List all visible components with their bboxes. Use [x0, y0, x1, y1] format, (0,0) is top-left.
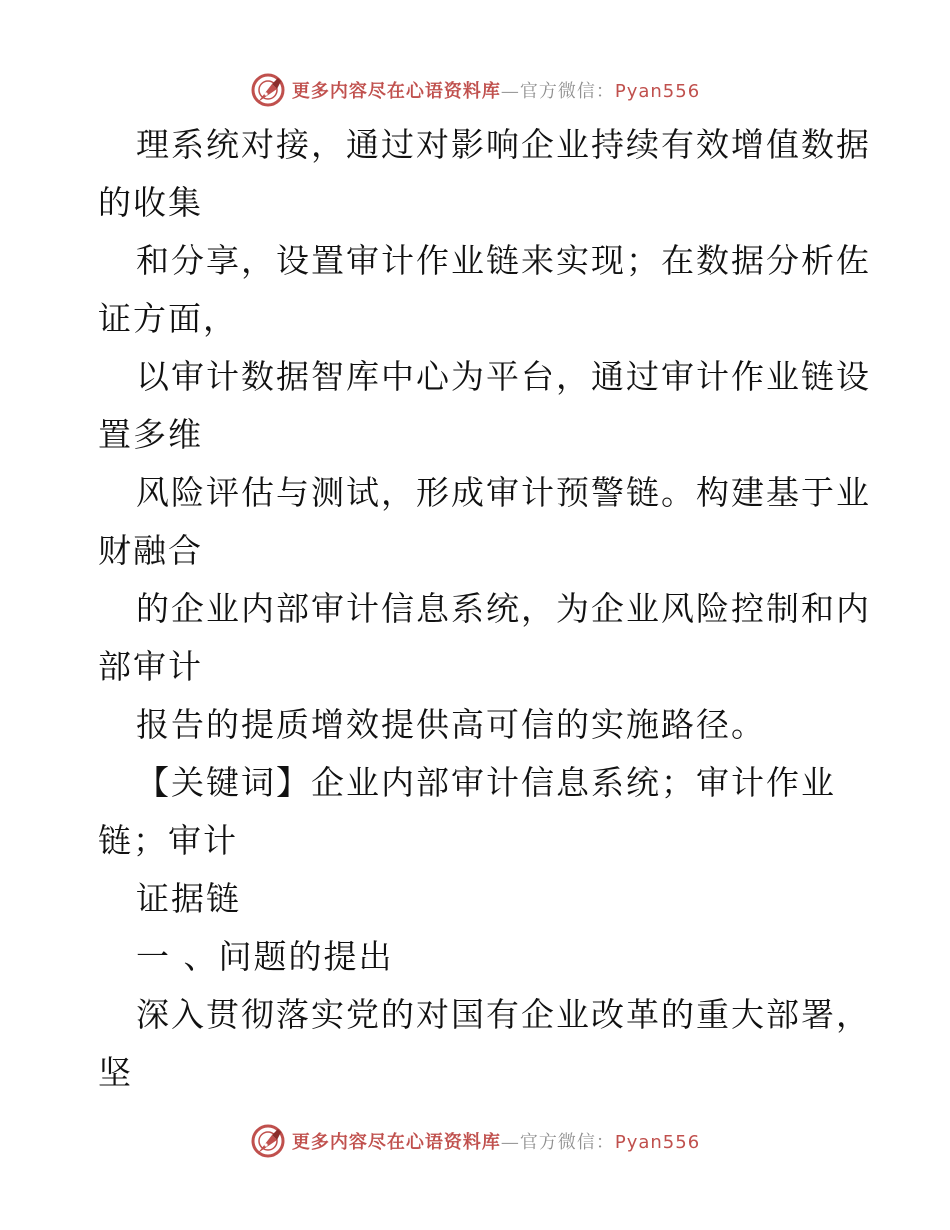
document-body: [98, 116, 871, 1102]
section-heading: 一 、问题的提出: [136, 937, 394, 976]
keywords-line: 【关键词】企业内部审计信息系统；审计作业: [136, 763, 836, 802]
paragraph-line: 风险评估与测试，形成审计预警链。构建基于业: [136, 473, 871, 512]
paragraph-line: 的收集: [98, 183, 203, 222]
banner-separator: —: [500, 1132, 520, 1153]
header-watermark-banner: [0, 70, 950, 110]
banner-wechat-label: 官方微信：: [519, 1132, 615, 1153]
paragraph-line: 证方面，: [98, 299, 238, 338]
banner-text: [292, 77, 700, 103]
paragraph-line: 坚: [98, 1053, 133, 1092]
paragraph-line: 以审计数据智库中心为平台，通过审计作业链设: [136, 357, 871, 396]
banner-wechat-id: Pyan556: [614, 1132, 701, 1153]
paragraph-line: 深入贯彻落实党的对国有企业改革的重大部署，: [136, 995, 871, 1034]
paragraph-line: 的企业内部审计信息系统，为企业风险控制和内: [136, 589, 871, 628]
footer-watermark-banner: [0, 1121, 950, 1161]
banner-wechat-label: 官方微信：: [519, 81, 615, 102]
keywords-line: 链；审计: [98, 821, 238, 860]
paragraph-line: 报告的提质增效提供高可信的实施路径。: [136, 705, 766, 744]
pen-nib-logo-icon: [250, 1123, 286, 1159]
paragraph-line: 置多维: [98, 415, 203, 454]
banner-brand: 更多内容尽在心语资料库: [291, 1132, 501, 1153]
paragraph-line: 理系统对接，通过对影响企业持续有效增值数据: [136, 125, 871, 164]
paragraph-line: 财融合: [98, 531, 203, 570]
banner-separator: —: [500, 81, 520, 102]
paragraph-line: 部审计: [98, 647, 203, 686]
paragraph-line: 和分享，设置审计作业链来实现；在数据分析佐: [136, 241, 871, 280]
banner-text: [292, 1128, 700, 1154]
banner-brand: 更多内容尽在心语资料库: [291, 81, 501, 102]
banner-wechat-id: Pyan556: [614, 81, 701, 102]
keywords-line: 证据链: [136, 879, 241, 918]
pen-nib-logo-icon: [250, 72, 286, 108]
